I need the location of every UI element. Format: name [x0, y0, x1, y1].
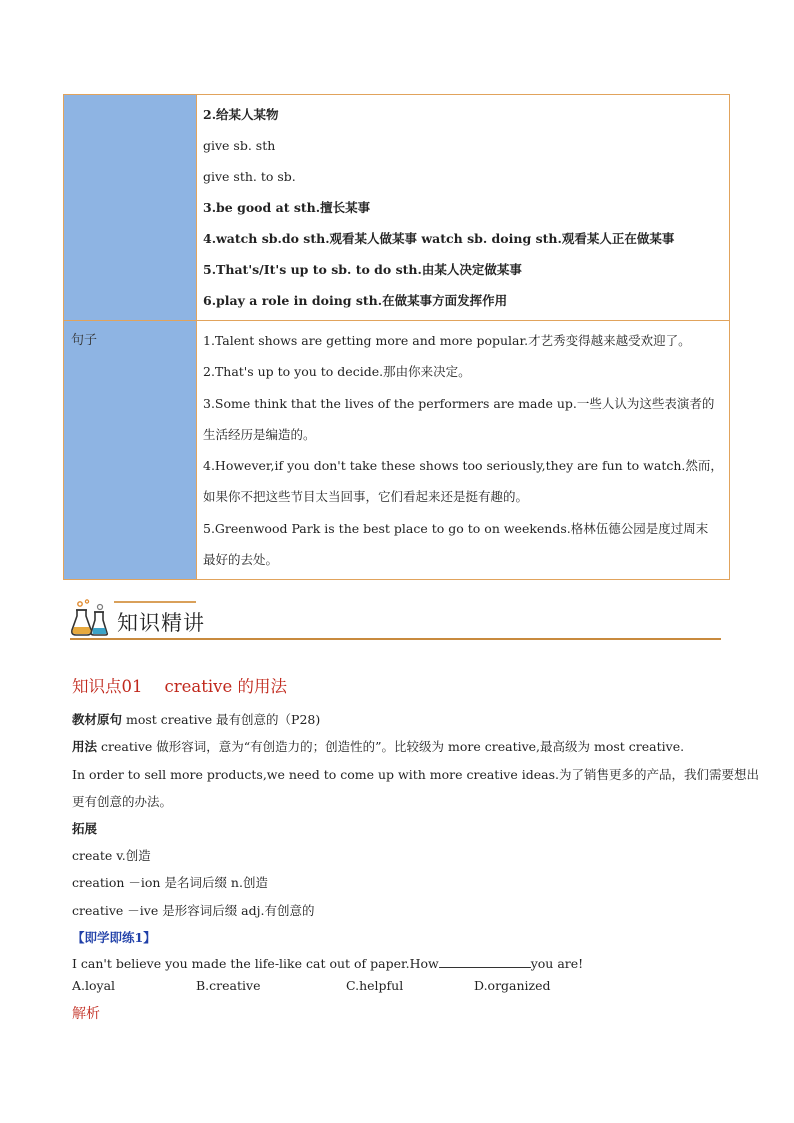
extend-item: create v.创造 [72, 848, 151, 863]
section-header [70, 598, 721, 640]
source-text: most creative 最有创意的（P28) [122, 712, 321, 727]
source-label: 教材原句 [72, 712, 123, 727]
extend-item: creation －ion 是名词后缀 n.创造 [72, 875, 268, 890]
option-c: C.helpful [346, 978, 404, 993]
phrase-line: give sth. to sb. [203, 169, 296, 184]
phrase-line: 3.be good at sth.擅长某事 [203, 200, 371, 215]
option-d: D.organized [474, 978, 551, 993]
sentence-line: 5.Greenwood Park is the best place to go to on weekends.格林伍德公园是度过周末 [203, 520, 709, 536]
example-translation: 更有创意的办法。 [72, 794, 173, 809]
practice-label: 【即学即练1】 [72, 930, 156, 945]
question-text-after: you are! [530, 956, 584, 971]
source-sentence [72, 710, 320, 728]
usage-line [72, 737, 684, 755]
question-text-before: I can't believe you made the life-like cat out of paper.How [72, 956, 439, 971]
sentence-line: 3.Some think that the lives of the performers are made up.一些人认为这些表演者的 [203, 395, 715, 411]
sentence-line: 最好的去处。 [203, 552, 279, 568]
section-title: 知识精讲 [117, 611, 205, 635]
phrase-table [63, 94, 730, 580]
phrase-line: 2.给某人某物 [203, 107, 279, 122]
table-row-label: 句子 [64, 321, 197, 579]
answer-blank [439, 955, 531, 968]
usage-text: creative 做形容词，意为“有创造力的；创造性的”。比较级为 more creative,最高级为 most creative. [97, 739, 685, 754]
usage-label: 用法 [72, 739, 98, 754]
extend-label: 拓展 [72, 821, 98, 836]
sentence-line: 如果你不把这些节目太当回事，它们看起来还是挺有趣的。 [203, 489, 529, 505]
knowledge-point-title: creative 的用法 [164, 677, 287, 696]
sentence-line: 4.However,if you don't take these shows too seriously,they are fun to watch.然而， [203, 458, 723, 474]
extend-item: creative －ive 是形容词后缀 adj.有创意的 [72, 903, 315, 918]
phrase-line: 4.watch sb.do sth.观看某人做某事 watch sb. doing sth.观看某人正在做某事 [203, 231, 675, 246]
sentence-line: 2.That's up to you to decide.那由你来决定。 [203, 364, 471, 380]
table-row-phrases [64, 95, 729, 320]
knowledge-point-heading [72, 673, 287, 697]
lab-flask-icon [70, 598, 110, 638]
sentence-line: 1.Talent shows are getting more and more popular.才艺秀变得越来越受欢迎了。 [203, 333, 691, 348]
analysis-label: 解析 [72, 1006, 100, 1022]
option-a: A.loyal [72, 978, 116, 993]
knowledge-point-number: 知识点01 [72, 677, 143, 696]
table-row-label [64, 95, 197, 320]
table-row-content [197, 321, 729, 579]
sentence-line: 生活经历是编造的。 [203, 426, 316, 442]
phrase-line: 5.That's/It's up to sb. to do sth.由某人决定做某事 [203, 262, 522, 277]
table-row-sentences [64, 320, 729, 579]
practice-question [72, 955, 583, 971]
section-accent-line [114, 601, 196, 603]
phrase-line: 6.play a role in doing sth.在做某事方面发挥作用 [203, 293, 508, 308]
example-sentence: In order to sell more products,we need to come up with more creative ideas.为了销售更多的产品，我们需要想出 [72, 767, 759, 782]
option-b: B.creative [196, 978, 261, 993]
section-divider [70, 638, 721, 640]
table-row-content [197, 95, 729, 320]
phrase-line: give sb. sth [203, 138, 276, 153]
